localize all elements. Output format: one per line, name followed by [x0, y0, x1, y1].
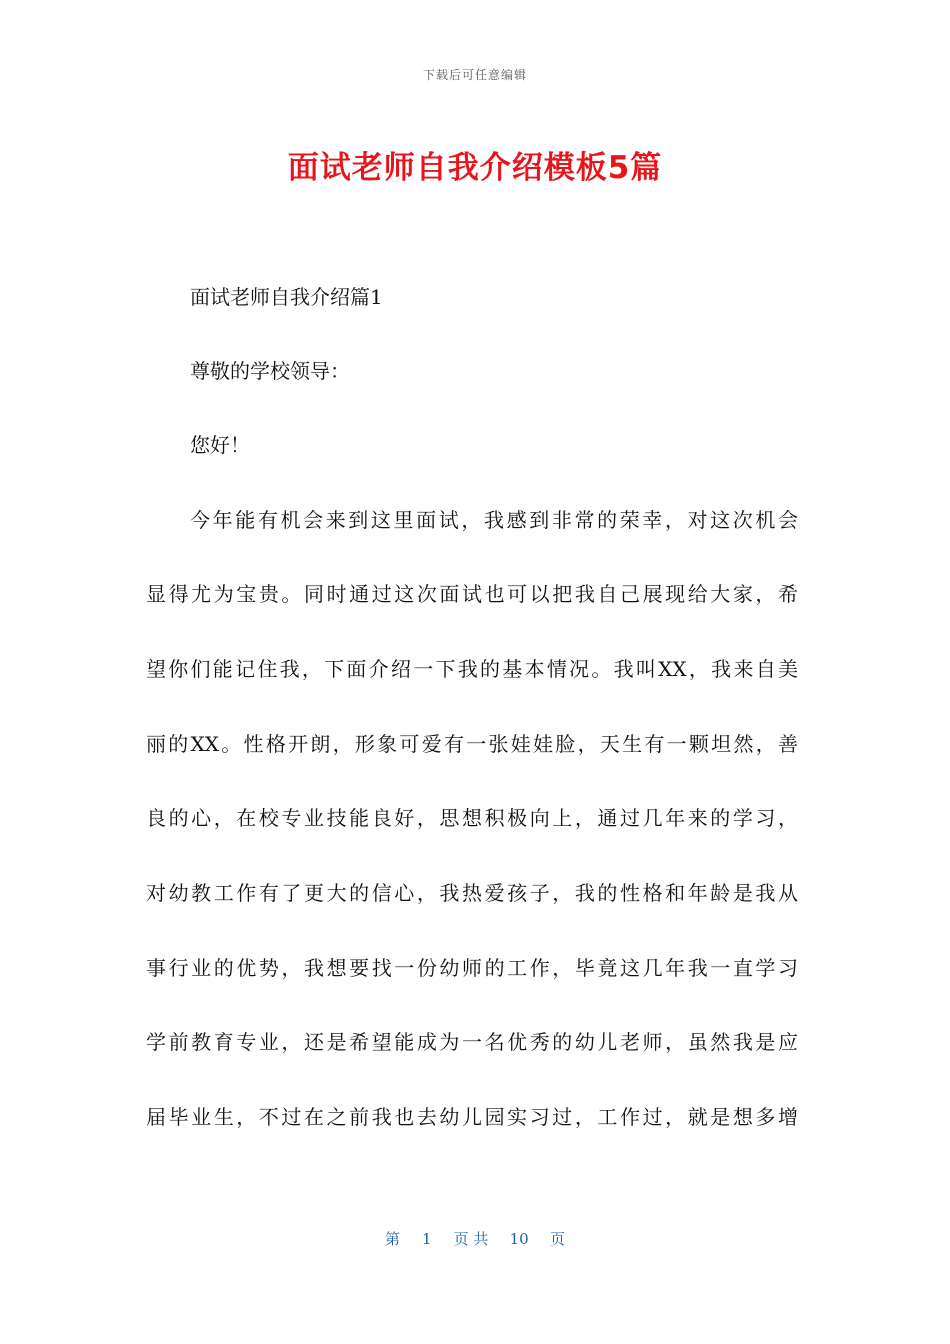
footer-middle: 页 共: [453, 1230, 489, 1248]
footer-current-page: 1: [422, 1230, 432, 1248]
footer-prefix: 第: [385, 1230, 401, 1248]
page-header-note: 下载后可任意编辑: [422, 68, 527, 82]
greeting: 您好！: [190, 433, 250, 457]
paragraph-line: 对幼教工作有了更大的信心，我热爱孩子，我的性格和年龄是我从: [146, 881, 798, 905]
paragraph-line: 学前教育专业，还是希望能成为一名优秀的幼儿老师，虽然我是应: [146, 1030, 798, 1054]
footer-total-pages: 10: [509, 1230, 529, 1248]
page-footer: [0, 1228, 950, 1249]
paragraph-line: 今年能有机会来到这里面试，我感到非常的荣幸，对这次机会: [190, 508, 798, 532]
salutation: 尊敬的学校领导：: [190, 359, 350, 383]
document-title: 面试老师自我介绍模板5篇: [287, 150, 663, 186]
footer-suffix: 页: [549, 1230, 565, 1248]
paragraph-line: 事行业的优势，我想要找一份幼师的工作，毕竟这几年我一直学习: [146, 956, 798, 980]
paragraph-line: 望你们能记住我，下面介绍一下我的基本情况。我叫XX，我来自美: [146, 657, 798, 681]
paragraph-line: 届毕业生，不过在之前我也去幼儿园实习过，工作过，就是想多增: [146, 1105, 798, 1129]
paragraph-line: 显得尤为宝贵。同时通过这次面试也可以把我自己展现给大家，希: [146, 582, 798, 606]
paragraph-line: 丽的XX。性格开朗，形象可爱有一张娃娃脸，天生有一颗坦然，善: [146, 732, 798, 756]
paragraph-line: 良的心，在校专业技能良好，思想积极向上，通过几年来的学习，: [146, 806, 798, 830]
section-heading: 面试老师自我介绍篇1: [190, 285, 383, 309]
